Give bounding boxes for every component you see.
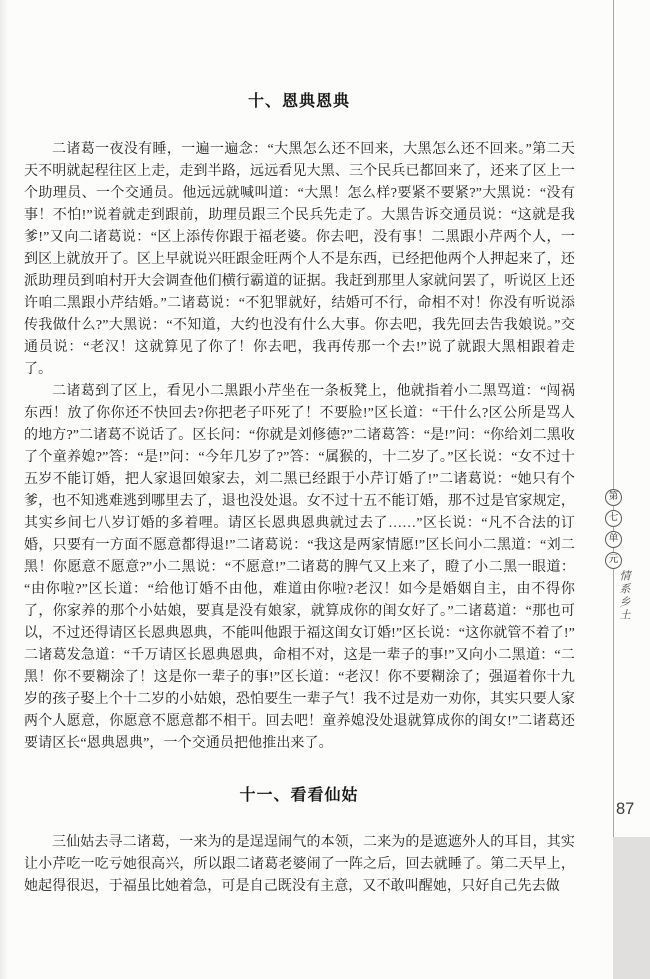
page-number: 87 xyxy=(616,800,635,818)
unit-badge xyxy=(605,489,622,573)
unit-badge-char: 元 xyxy=(605,552,622,569)
unit-badge-char: 第 xyxy=(605,489,622,506)
margin-grey-tab xyxy=(613,837,650,979)
unit-badge-char: 单 xyxy=(605,531,622,548)
paragraph: 三仙姑去寻二诸葛，一来为的是逞逞闹气的本领，二来为的是遮遮外人的耳目，其实让小芹吃一吃亏她很高兴，所以跟二诸葛老婆闹了一阵之后，回去就睡了。第二天早上，她起得很迟，于福虽比她着急，可是自己既没有主意，又不敢叫醒她，只好自己先去做 xyxy=(24,835,575,894)
section-title-11: 十一、看看仙姑 xyxy=(239,787,359,804)
section-title-10: 十、恩典恩典 xyxy=(247,93,350,110)
paragraph: 二诸葛一夜没有睡，一遍一遍念：“大黑怎么还不回来，大黑怎么还不回来。”第二天天不明就起程往区上走，走到半路，远远看见大黑、三个民兵已都回来了，还来了区上一个助理员、一个交通员。他远远就喊叫道：“大黑！怎么样?要紧不要紧?”大黑说：“没有事！不怕!”说着就走到跟前，助理员跟三个民兵先走了。大黑告诉交通员说：“这就是我爹!”又向二诸葛说：“区上添传你跟于福老婆。你去吧，没有事！二黑跟小芹两个人，一到区上就放开了。区上早就说兴旺跟金旺两个人不是东西，已经把他两个人押起来了，还派助理员到咱村开大会调查他们横行霸道的证据。我赶到那里人家就问罢了，听说区上还许咱二黑跟小芹结婚。”二诸葛说：“不犯罪就好，结婚可不行，命相不对！你没有听说添传我做什么?”大黑说：“不知道，大约也没有什么大事。你去吧，我先回去告我娘说。”交通员说：“老汉！这就算见了你了！你去吧，我再传那一个去!”说了就跟大黑相跟着走了。 xyxy=(24,142,575,377)
section-10-body xyxy=(24,139,575,755)
paragraph: 二诸葛到了区上，看见小二黑跟小芹坐在一条板凳上，他就指着小二黑骂道：“闯祸东西！放了你你还不快回去?你把老子吓死了！不要脸!”区长道：“干什么?区公所是骂人的地方?”二诸葛不说话了。区长问：“你就是刘修德?”二诸葛答：“是!”问：“你给刘二黑收了个童养媳?”答：“是!”问：“今年几岁了?”答：“属猴的，十二岁了。”区长说：“女不过十五岁不能订婚，把人家退回娘家去，刘二黑已经跟于小芹订婚了!”二诸葛说：“她只有个爹，也不知逃难逃到哪里去了，退也没处退。女不过十五不能订婚，那不过是官家规定，其实乡间七八岁订婚的多着哩。请区长恩典恩典就过去了……”区长说：“凡不合法的订婚，只要有一方面不愿意都得退!”二诸葛说：“我这是两家情愿!”区长问小二黑道：“刘二黑！你愿意不愿意?”小二黑说：“不愿意!”二诸葛的脾气又上来了，瞪了小二黑一眼道：“由你啦?”区长道：“给他订婚不由他，难道由你啦?老汉！如今是婚姻自主，由不得你了，你家养的那个小姑娘，要真是没有娘家，就算成你的闺女好了。”二诸葛道：“那也可以，不过还得请区长恩典恩典，不能叫他跟于福这闺女订婚!”区长说：“这你就管不着了!”二诸葛发急道：“千万请区长恩典恩典，命相不对，这是一辈子的事!”又向小二黑道：“二黑！你不要糊涂了！这是你一辈子的事!”区长道：“老汉！你不要糊涂了；强逼着你十九岁的孩子娶上个十二岁的小姑娘，恐怕要生一辈子气！我不过是劝一劝你，其实只要人家两个人愿意，你愿意不愿意都不相干。回去吧！童养媳没处退就算成你的闺女!”二诸葛还要请区长“恩典恩典”，一个交通员把他推出来了。 xyxy=(24,384,575,751)
section-11-body xyxy=(24,832,575,898)
unit-badge-char: 七 xyxy=(605,510,622,527)
theme-label: 情系乡土 xyxy=(618,570,630,622)
